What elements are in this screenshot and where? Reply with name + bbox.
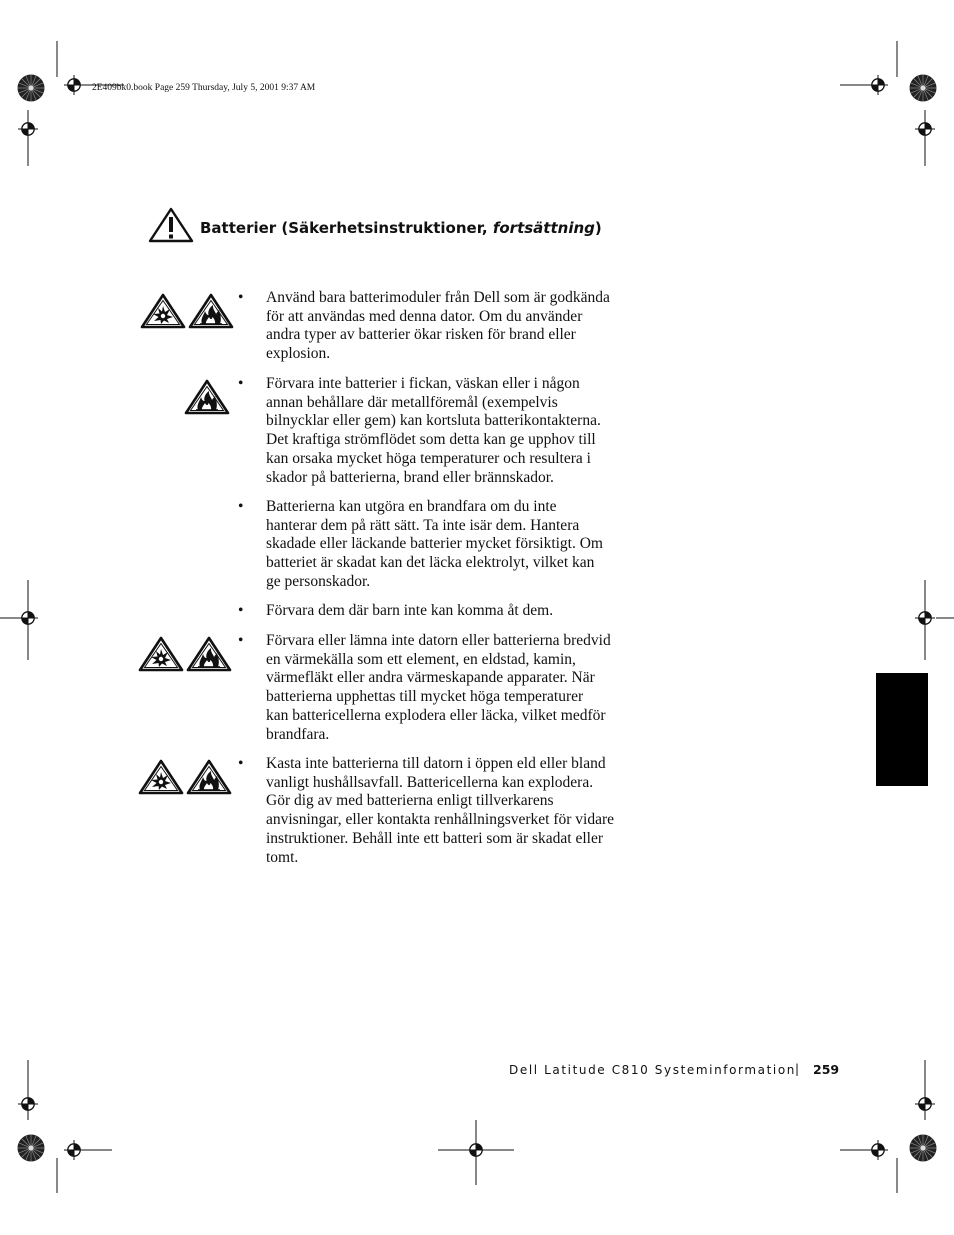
- bullet-marker: •: [238, 289, 244, 306]
- bullet-marker: •: [238, 755, 244, 772]
- explosion-hazard-icon: [138, 759, 184, 795]
- fire-hazard-icon: [186, 636, 232, 672]
- fire-hazard-icon: [184, 379, 230, 415]
- list-item: Använd bara batterimoduler från Dell som är godkända för att användas med denna dator. Om du använder andra typer av batterier ökar risken för brand eller explosion.: [266, 289, 610, 363]
- chapter-thumb-tab: [876, 673, 928, 786]
- fire-hazard-icon: [188, 293, 234, 329]
- list-item: Förvara dem där barn inte kan komma åt dem.: [266, 602, 554, 619]
- bullet-marker: •: [238, 632, 244, 649]
- explosion-hazard-icon: [138, 636, 184, 672]
- list-item: Kasta inte batterierna till datorn i öppen eld eller bland vanligt hushållsavfall. Battericellerna kan explodera. Gör dig av med batterierna enligt tillverkarens anvisningar, eller kontakta renhållningsverket för vidare instruktioner. Behåll inte ett batteri som är skadat eller tomt.: [266, 755, 615, 866]
- print-timestamp: 2E409bk0.book Page 259 Thursday, July 5, 2001 9:37 AM: [92, 83, 316, 93]
- section-title: Batterier (Säkerhetsinstruktioner, fortsättning): [200, 219, 602, 237]
- footer-title: Dell Latitude C810 Systeminformation: [509, 1063, 797, 1077]
- explosion-hazard-icon: [140, 293, 186, 329]
- warning-triangle-icon: [148, 207, 194, 243]
- list-item: Batterierna kan utgöra en brandfara om du inte hanterar dem på rätt sätt. Ta inte isär dem. Hantera skadade eller läckande batterier mycket försiktigt. Om batteriet är skadat kan det läcka elektrolyt, vilket kan ge personskador.: [266, 498, 603, 590]
- section-heading: [148, 207, 628, 247]
- fire-hazard-icon: [186, 759, 232, 795]
- bullet-marker: •: [238, 498, 244, 515]
- page-number: 259: [813, 1062, 840, 1077]
- bullet-marker: •: [238, 375, 244, 392]
- list-item: Förvara inte batterier i fickan, väskan eller i någon annan behållare där metallföremål (exempelvis bilnycklar eller gem) kan kortsluta batterikontakterna. Det kraftiga strömflödet som detta kan ge upphov till kan orsaka mycket höga temperaturer och resultera i skador på batterierna, brand eller brännskador.: [266, 375, 601, 486]
- list-item: Förvara eller lämna inte datorn eller batterierna bredvid en värmekälla som ett element, en eldstad, kamin, värmefläkt eller andra värmeskapande apparater. När batterierna upphettas till mycket höga temperaturer kan battericellerna explodera eller läcka, vilket medför brandfara.: [266, 632, 611, 743]
- footer-separator: |: [795, 1062, 800, 1076]
- bullet-marker: •: [238, 602, 244, 619]
